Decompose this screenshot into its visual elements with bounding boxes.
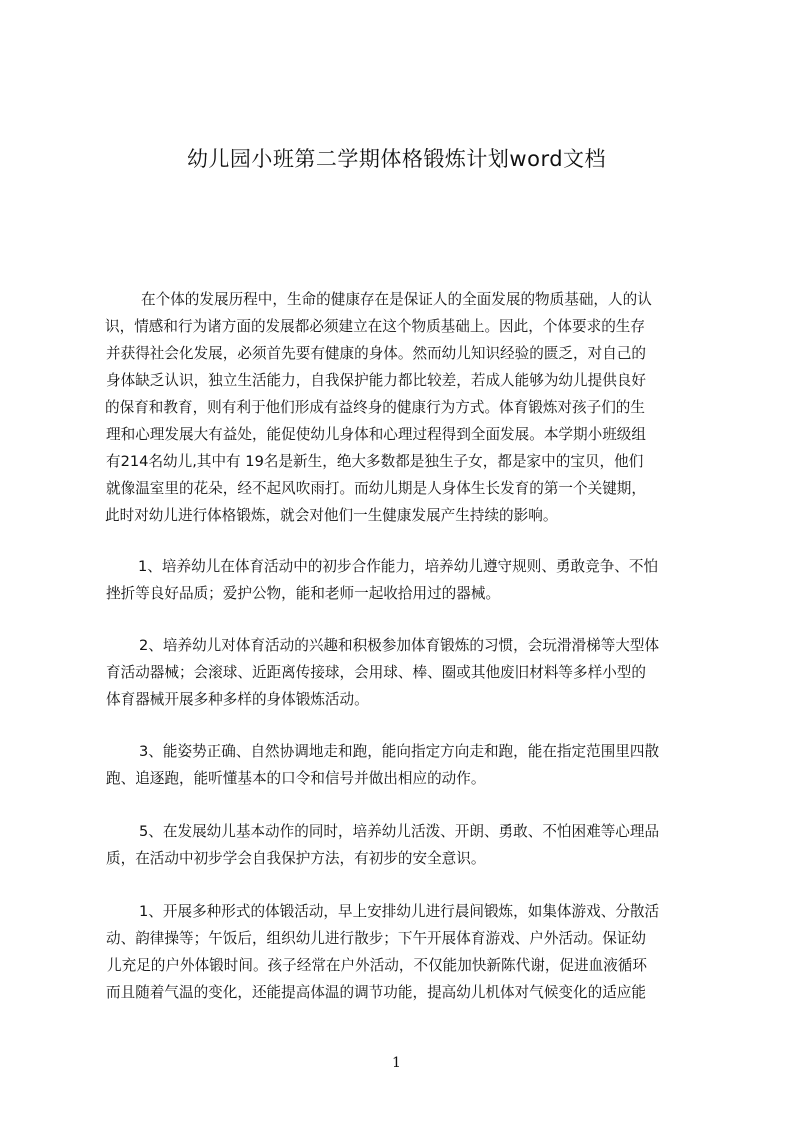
paragraph-line: 就像温室里的花朵，经不起风吹雨打。而幼儿期是人身体生长发育的第一个关键期，	[106, 480, 646, 497]
paragraph-line: 理和心理发展大有益处，能促使幼儿身体和心理过程得到全面发展。本学期小班级组	[106, 426, 646, 443]
paragraph-line: 育活动器械；会滚球、近距离传接球，会用球、棒、圈或其他废旧材料等多样小型的	[106, 664, 646, 681]
page-number: 1	[392, 1055, 401, 1071]
paragraph-line: 识，情感和行为诸方面的发展都必须建立在这个物质基础上。因此，个体要求的生存	[105, 318, 645, 335]
paragraph-line: 在个体的发展历程中，生命的健康存在是保证人的全面发展的物质基础，人的认	[141, 291, 652, 308]
paragraph-line: 1、培养幼儿在体育活动中的初步合作能力，培养幼儿遵守规则、勇敢竞争、不怕	[138, 558, 659, 575]
paragraph-line: 身体缺乏认识，独立生活能力，自我保护能力都比较差，若成人能够为幼儿提供良好	[106, 372, 646, 389]
paragraph-line: 此时对幼儿进行体格锻炼，就会对他们一生健康发展产生持续的影响。	[105, 507, 558, 524]
paragraph-line: 2、培养幼儿对体育活动的兴趣和积极参加体育锻炼的习惯，会玩滑滑梯等大型体	[139, 637, 660, 654]
paragraph-line: 挫折等良好品质；爱护公物，能和老师一起收拾用过的器械。	[106, 585, 501, 602]
paragraph-line: 质，在活动中初步学会自我保护方法，有初步的安全意识。	[106, 850, 486, 867]
paragraph-line: 跑、追逐跑，能听懂基本的口令和信号并做出相应的动作。	[106, 770, 486, 787]
paragraph-line: 动、韵律操等；午饭后，组织幼儿进行散步；下午开展体育游戏、户外活动。保证幼	[106, 930, 646, 947]
paragraph-line: 并获得社会化发展，必须首先要有健康的身体。然而幼儿知识经验的匮乏，对自己的	[106, 345, 646, 362]
paragraph-line: 1、开展多种形式的体锻活动，早上安排幼儿进行晨间锻炼，如集体游戏、分散活	[139, 903, 660, 920]
document-title: 幼儿园小班第二学期体格锻炼计划word文档	[186, 147, 607, 171]
paragraph-line: 体育器械开展多种多样的身体锻炼活动。	[106, 691, 369, 708]
paragraph-line: 有214名幼儿,其中有 19名是新生，绝大多数都是独生子女，都是家中的宝贝，他们	[106, 453, 644, 470]
paragraph-line: 的保育和教育，则有利于他们形成有益终身的健康行为方式。体育锻炼对孩子们的生	[105, 399, 645, 416]
paragraph-line: 5、在发展幼儿基本动作的同时，培养幼儿活泼、开朗、勇敢、不怕困难等心理品	[139, 823, 660, 840]
paragraph-line: 而且随着气温的变化，还能提高体温的调节功能，提高幼儿机体对气候变化的适应能	[106, 984, 646, 1001]
paragraph-line: 儿充足的户外体锻时间。孩子经常在户外活动，不仅能加快新陈代谢，促进血液循环	[107, 957, 647, 974]
paragraph-line: 3、能姿势正确、自然协调地走和跑，能向指定方向走和跑，能在指定范围里四散	[139, 743, 660, 760]
